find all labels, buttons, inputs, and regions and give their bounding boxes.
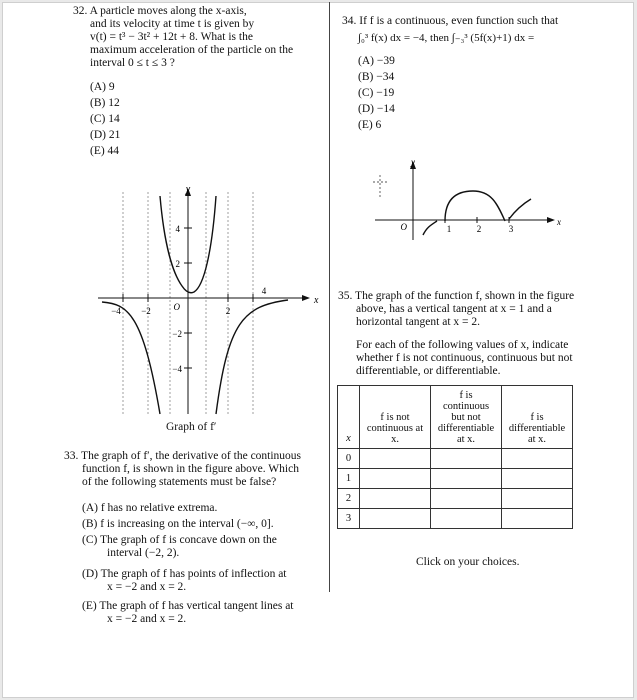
- click-choices-prompt: Click on your choices.: [416, 556, 520, 568]
- graph2-xtick-1: 1: [446, 224, 452, 234]
- q34-option-a[interactable]: (A) −39: [358, 55, 395, 67]
- graph1-ytick-neg2: −2: [172, 329, 182, 339]
- q33-option-c[interactable]: (C) The graph of f is concave down on the: [82, 534, 277, 546]
- cell-3-not-continuous[interactable]: [360, 509, 431, 529]
- graph2-xtick-3: 3: [508, 224, 514, 234]
- graph2-x-arrow: [547, 217, 555, 223]
- q35-line-3: horizontal tangent at x = 2.: [356, 316, 481, 328]
- graph1-xtick-4: 4: [261, 286, 267, 296]
- q34-option-b[interactable]: (B) −34: [358, 71, 395, 83]
- cell-1-not-continuous[interactable]: [360, 469, 431, 489]
- q35-para-1: For each of the following values of x, indicate: [356, 339, 569, 351]
- q34-option-d[interactable]: (D) −14: [358, 103, 395, 115]
- table-row: [338, 449, 573, 469]
- column-divider: [329, 2, 330, 592]
- graph1-ytick-4: 4: [175, 224, 180, 234]
- cell-1-differentiable[interactable]: [502, 469, 573, 489]
- q33-option-d-cont: x = −2 and x = 2.: [107, 581, 187, 593]
- graph1-xtick-2: 2: [225, 306, 231, 316]
- col-header-continuous-not-diff: f is continuous but not differentiable at x.: [431, 386, 502, 449]
- q33-option-d[interactable]: (D) The graph of f has points of inflection at: [82, 568, 287, 580]
- table-header-row: [338, 386, 573, 449]
- q33-line-3: of the following statements must be false?: [82, 476, 277, 488]
- q33-option-b[interactable]: (B) f is increasing on the interval (−∞, 0].: [82, 518, 274, 530]
- q33-option-c-cont: interval (−2, 2).: [107, 547, 180, 559]
- row-x-2: 2: [338, 489, 360, 509]
- graph1-origin: O: [173, 302, 180, 312]
- graph2-curve-left: [423, 221, 437, 235]
- graph1-xtick-neg2: −2: [141, 306, 151, 316]
- q35-line-1: 35. The graph of the function f, shown in the figure: [338, 290, 575, 302]
- q33-option-e-cont: x = −2 and x = 2.: [107, 613, 187, 625]
- q32-option-e[interactable]: (E) 44: [90, 145, 120, 157]
- q33-line-1: 33. The graph of f′, the derivative of the continuous: [64, 450, 302, 462]
- graph1-curve-left: [102, 302, 160, 414]
- table-row: [338, 509, 573, 529]
- q33-line-2: function f, is shown in the figure above. Which: [82, 463, 299, 475]
- cell-2-not-continuous[interactable]: [360, 489, 431, 509]
- cell-0-continuous-not-diff[interactable]: [431, 449, 502, 469]
- table-row: [338, 469, 573, 489]
- q32-option-c[interactable]: (C) 14: [90, 113, 120, 125]
- table-row: [338, 489, 573, 509]
- q32-option-a[interactable]: (A) 9: [90, 81, 115, 93]
- graph2-y-axis-label: y: [411, 157, 415, 167]
- graph2-x-axis-label: x: [557, 217, 561, 227]
- q34-option-e[interactable]: (E) 6: [358, 119, 382, 131]
- cell-2-continuous-not-diff[interactable]: [431, 489, 502, 509]
- row-x-0: 0: [338, 449, 360, 469]
- q32-line-5: interval 0 ≤ t ≤ 3 ?: [90, 57, 175, 69]
- q32-line-1: 32. A particle moves along the x-axis,: [73, 5, 247, 17]
- graph1-x-arrow: [302, 295, 310, 301]
- cell-0-not-continuous[interactable]: [360, 449, 431, 469]
- q35-para-3: differentiable, or differentiable.: [356, 365, 501, 377]
- q34-line-2: ∫₀³ f(x) dx = −4, then ∫₋₃³ (5f(x)+1) dx =: [358, 32, 535, 44]
- col-header-differentiable: f is differentiable at x.: [502, 386, 573, 449]
- graph-f-prime: [88, 182, 318, 422]
- q35-para-2: whether f is not continuous, continuous but not: [356, 352, 573, 364]
- q34-option-c[interactable]: (C) −19: [358, 87, 395, 99]
- graph2-curve-arc: [445, 191, 505, 221]
- col-header-not-continuous: f is not continuous at x.: [360, 386, 431, 449]
- q35-line-2: above, has a vertical tangent at x = 1 and a: [356, 303, 552, 315]
- cell-1-continuous-not-diff[interactable]: [431, 469, 502, 489]
- graph-f: [365, 155, 565, 245]
- q32-line-2: and its velocity at time t is given by: [90, 18, 255, 30]
- q32-line-3: v(t) = t³ − 3t² + 12t + 8. What is the: [90, 31, 253, 43]
- graph2-curve-right: [509, 199, 531, 219]
- q32-option-b[interactable]: (B) 12: [90, 97, 120, 109]
- q33-option-e[interactable]: (E) The graph of f has vertical tangent lines at: [82, 600, 294, 612]
- cell-3-continuous-not-diff[interactable]: [431, 509, 502, 529]
- graph1-curve-right: [216, 300, 288, 414]
- graph1-ytick-2: 2: [175, 259, 180, 269]
- row-x-1: 1: [338, 469, 360, 489]
- q32-line-4: maximum acceleration of the particle on the: [90, 44, 294, 56]
- q34-line-1: 34. If f is a continuous, even function such that: [342, 15, 559, 27]
- graph2-origin: O: [400, 222, 407, 232]
- cell-0-differentiable[interactable]: [502, 449, 573, 469]
- graph1-caption: Graph of f′: [166, 421, 217, 433]
- graph1-xtick-neg4: −4: [111, 306, 121, 316]
- q32-option-d[interactable]: (D) 21: [90, 129, 121, 141]
- col-header-x: x: [338, 386, 360, 449]
- q33-option-a[interactable]: (A) f has no relative extrema.: [82, 502, 218, 514]
- graph1-ytick-neg4: −4: [172, 364, 182, 374]
- graph1-x-axis-label: x: [314, 295, 319, 306]
- graph1-y-axis-label: y: [185, 184, 191, 195]
- row-x-3: 3: [338, 509, 360, 529]
- graph2-xtick-2: 2: [476, 224, 482, 234]
- cell-2-differentiable[interactable]: [502, 489, 573, 509]
- cell-3-differentiable[interactable]: [502, 509, 573, 529]
- continuity-table: [337, 385, 573, 529]
